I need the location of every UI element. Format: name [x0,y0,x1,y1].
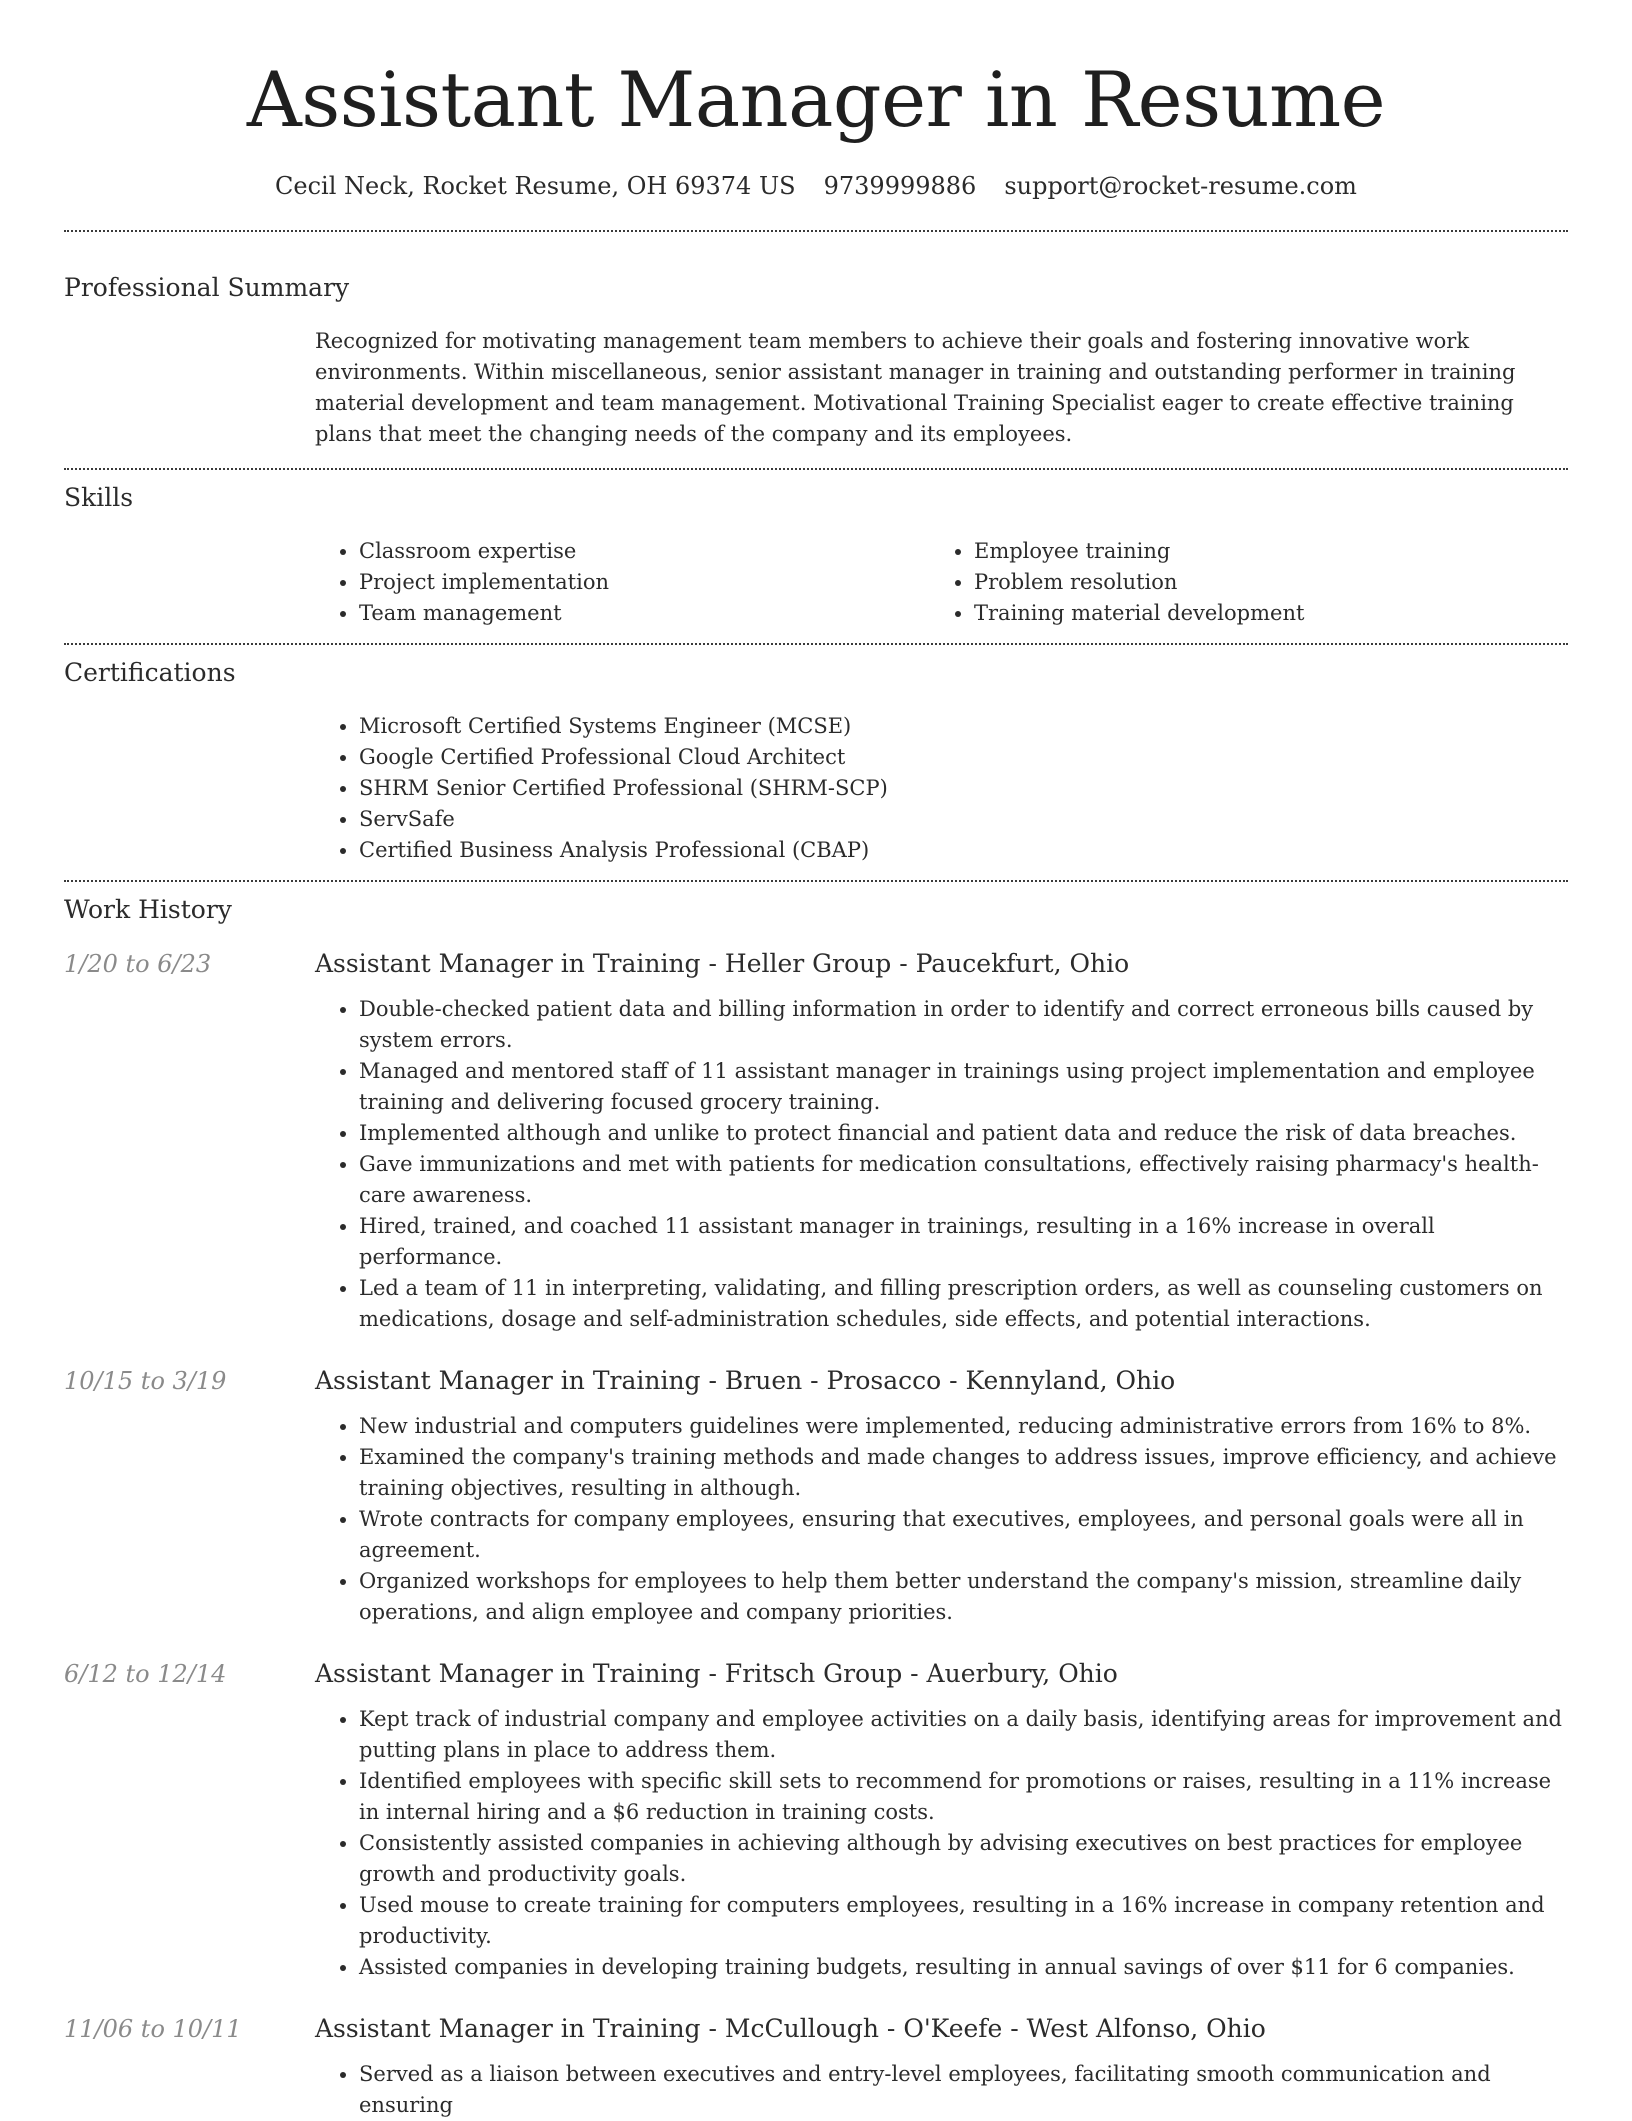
job-bullet-list [315,994,1568,1335]
contact-address: Cecil Neck, Rocket Resume, OH 69374 US [275,172,796,200]
contact-email[interactable]: support@rocket-resume.com [1004,172,1357,200]
certification-item: • SHRM Senior Certified Professional (SHRM-SCP) [359,773,1568,804]
job-bullet: • Double-checked patient data and billing information in order to identify and correct erroneous bills caused by system errors. [359,994,1568,1056]
job-bullet-list [315,1704,1568,1983]
job-bullet: • Assisted companies in developing training budgets, resulting in annual savings of over $11 for 6 companies. [359,1952,1568,1983]
job-entry [64,1658,1568,1983]
job-title: Assistant Manager in Training - Fritsch Group - Auerbury, Ohio [315,1659,1118,1688]
resume-title: Assistant Manager in Resume [246,55,1386,144]
section-divider [64,643,1568,645]
summary-heading: Professional Summary [64,273,350,302]
skill-item: • Training material development [974,598,1568,629]
job-entry [64,948,1568,1335]
job-bullet: • Kept track of industrial company and employee activities on a daily basis, identifying areas for improvement and putting plans in place to address them. [359,1704,1568,1766]
job-bullet: • Gave immunizations and met with patients for medication consultations, effectively raising pharmacy's health-care awareness. [359,1149,1568,1211]
job-bullet: • Organized workshops for employees to help them better understand the company's mission, streamline daily operations, and align employee and company priorities. [359,1566,1568,1628]
skills-column-left [315,536,930,629]
job-bullet: • Consistently assisted companies in achieving although by advising executives on best practices for employee growth and productivity goals. [359,1828,1568,1890]
skills-heading: Skills [64,483,134,512]
section-divider [64,230,1568,232]
certifications-list [315,711,1568,866]
certification-item: • ServSafe [359,804,1568,835]
summary-text: Recognized for motivating management team members to achieve their goals and fostering innovative work environments. Within miscellaneous, senior assistant manager in training and outstanding performer in training material development and team management. Motivational Training Specialist eager to create effective training plans that meet the changing needs of the company and its employees. [315,329,1516,446]
skill-item: • Classroom expertise [359,536,930,567]
job-dates: 1/20 to 6/23 [64,950,212,978]
section-divider [64,468,1568,470]
skills-column-right [930,536,1568,629]
skill-item: • Project implementation [359,567,930,598]
contact-phone: 9739999886 [823,172,977,200]
job-entry [64,1365,1568,1628]
skill-item: • Employee training [974,536,1568,567]
job-dates: 6/12 to 12/14 [64,1660,227,1688]
job-bullet: • Implemented although and unlike to protect financial and patient data and reduce the risk of data breaches. [359,1118,1568,1149]
job-bullet: • Used mouse to create training for computers employees, resulting in a 16% increase in company retention and productivity. [359,1890,1568,1952]
job-bullet-list [315,1411,1568,1628]
job-entry [64,2013,1568,2121]
certification-item: • Certified Business Analysis Professional (CBAP) [359,835,1568,866]
job-bullet: • Served as a liaison between executives and entry-level employees, facilitating smooth communication and ensuring [359,2059,1568,2121]
skill-item: • Team management [359,598,930,629]
skill-item: • Problem resolution [974,567,1568,598]
work-history-heading: Work History [64,895,232,924]
job-dates: 11/06 to 10/11 [64,2015,242,2043]
certification-item: • Google Certified Professional Cloud Architect [359,742,1568,773]
job-bullet: • Managed and mentored staff of 11 assistant manager in trainings using project implementation and employee training and delivering focused grocery training. [359,1056,1568,1118]
section-divider [64,880,1568,882]
job-bullet: • New industrial and computers guidelines were implemented, reducing administrative errors from 16% to 8%. [359,1411,1568,1442]
skills-list [315,536,1568,629]
resume-page [64,0,1568,2121]
certification-item: • Microsoft Certified Systems Engineer (MCSE) [359,711,1568,742]
job-title: Assistant Manager in Training - Heller Group - Paucekfurt, Ohio [315,949,1130,978]
job-bullet: • Examined the company's training methods and made changes to address issues, improve efficiency, and achieve training objectives, resulting in although. [359,1442,1568,1504]
contact-line [64,170,1568,202]
job-title: Assistant Manager in Training - Bruen - Prosacco - Kennyland, Ohio [315,1366,1176,1395]
certifications-heading: Certifications [64,658,236,687]
job-dates: 10/15 to 3/19 [64,1367,227,1395]
job-bullet: • Led a team of 11 in interpreting, validating, and filling prescription orders, as well as counseling customers on medications, dosage and self-administration schedules, side effects, and potential interactions. [359,1273,1568,1335]
job-title: Assistant Manager in Training - McCullough - O'Keefe - West Alfonso, Ohio [315,2014,1266,2043]
job-bullet: • Hired, trained, and coached 11 assistant manager in trainings, resulting in a 16% increase in overall performance. [359,1211,1568,1273]
job-bullet: • Wrote contracts for company employees, ensuring that executives, employees, and personal goals were all in agreement. [359,1504,1568,1566]
job-bullet: • Identified employees with specific skill sets to recommend for promotions or raises, resulting in a 11% increase in internal hiring and a $6 reduction in training costs. [359,1766,1568,1828]
